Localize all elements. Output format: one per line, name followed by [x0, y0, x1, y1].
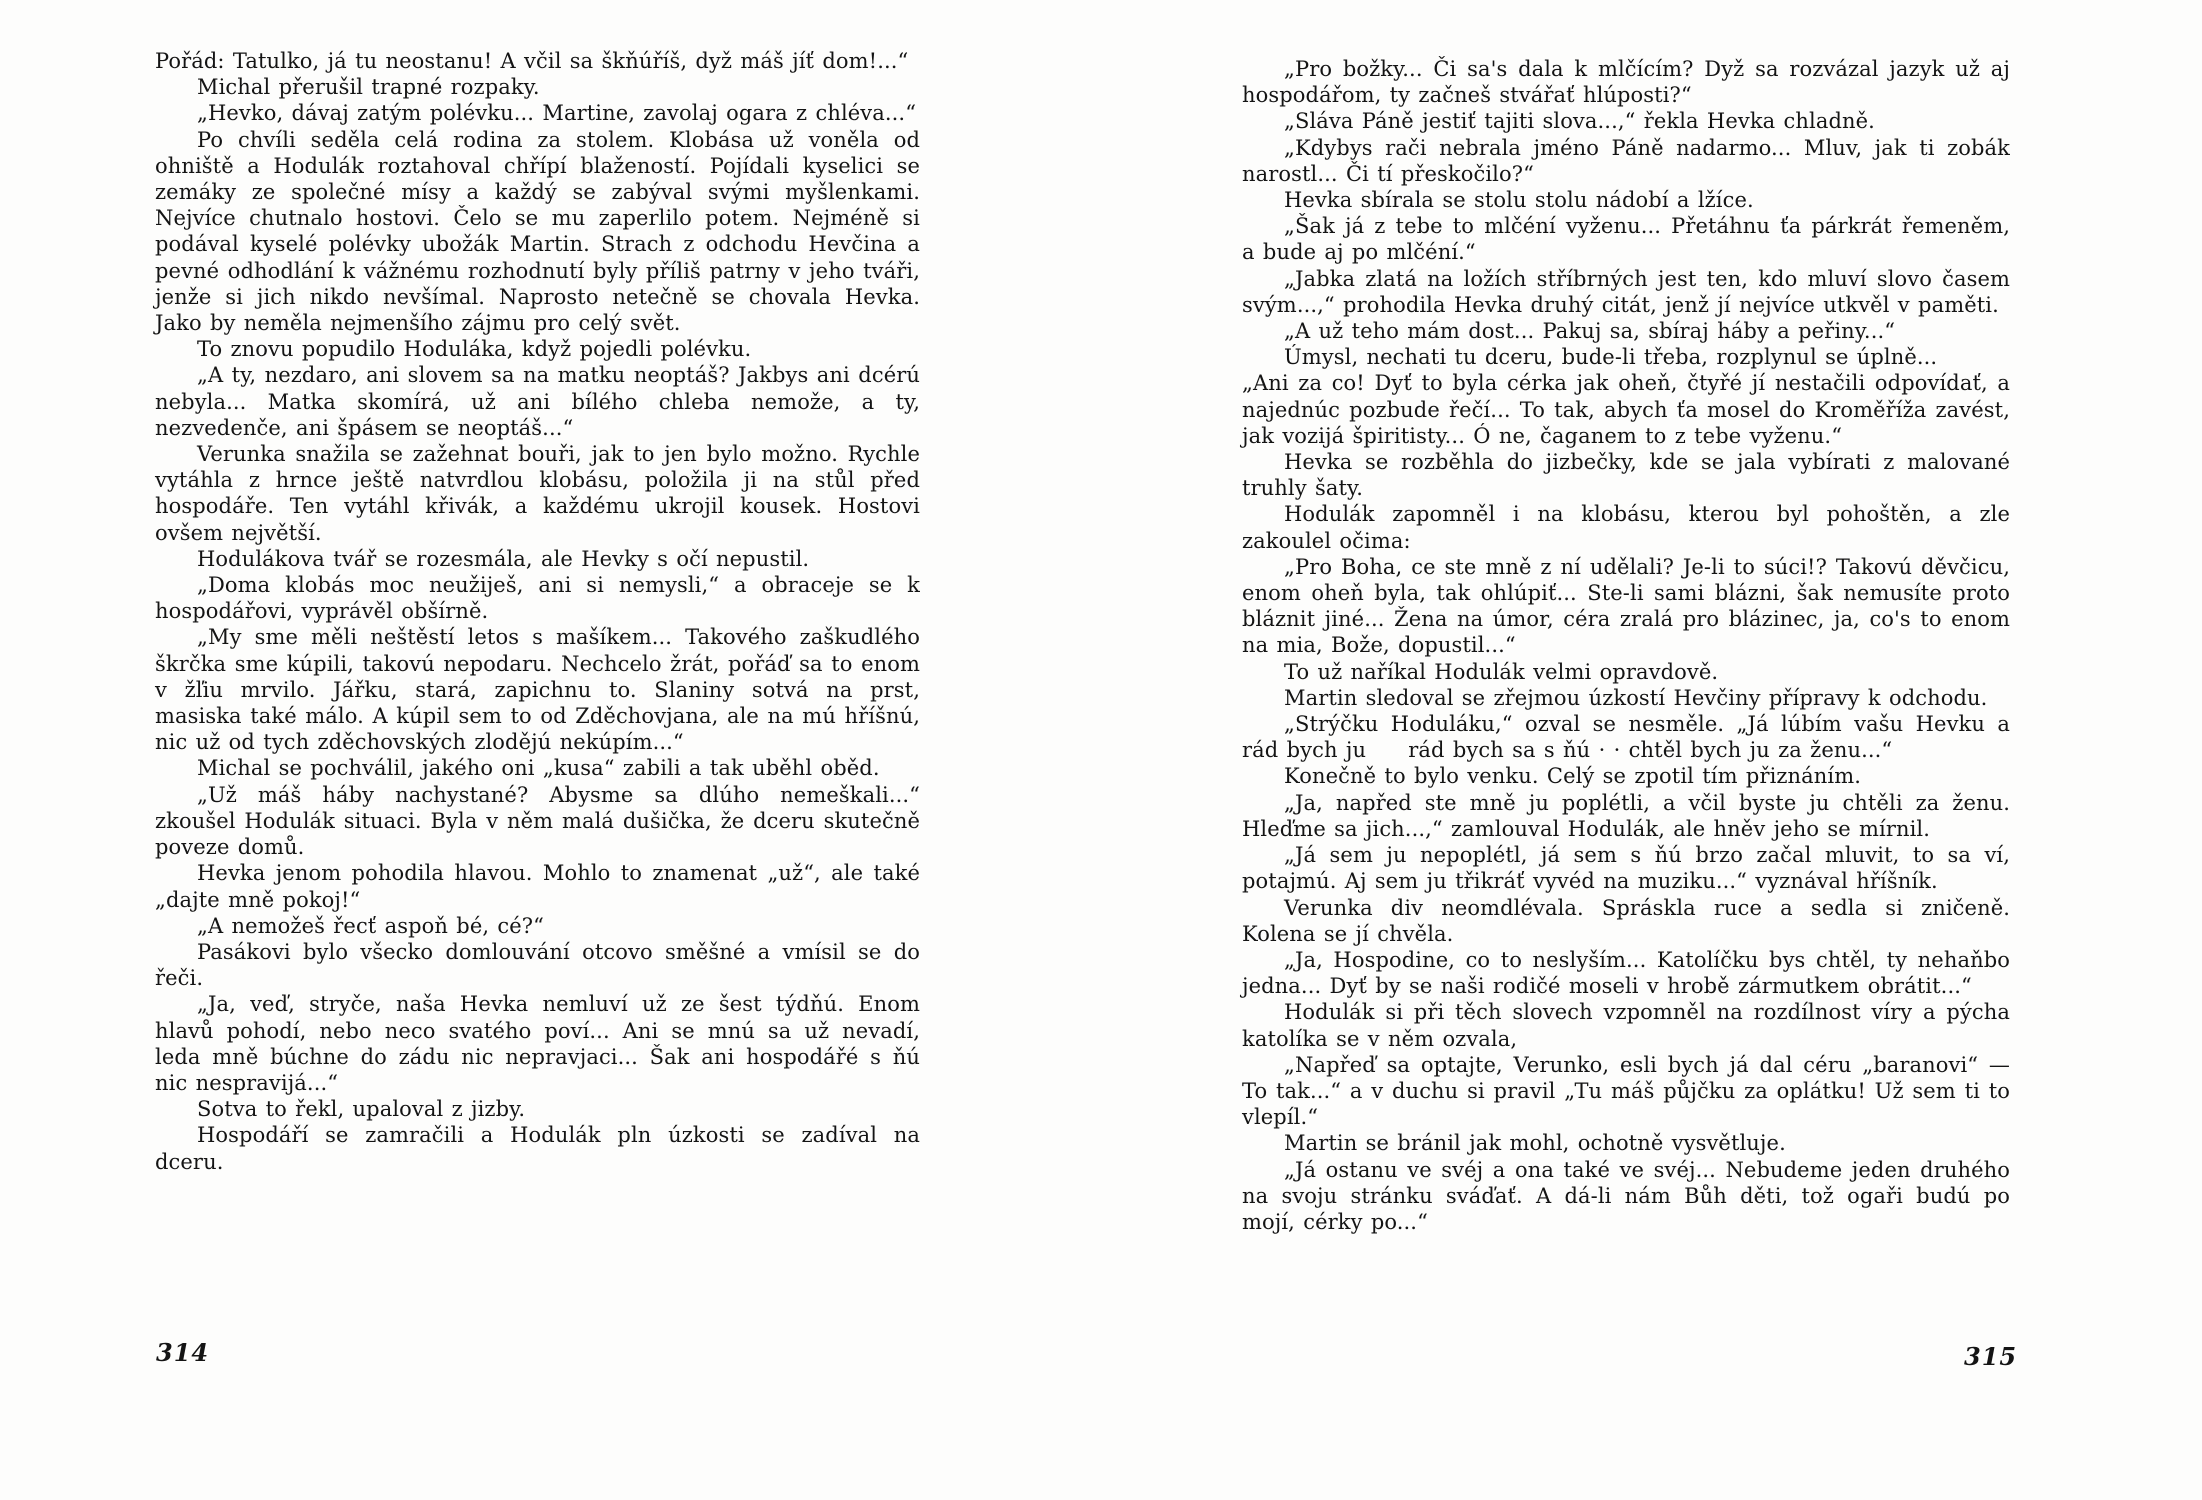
paragraph: Michal se pochválil, jakého oni „kusa“ zabili a tak uběhl oběd.: [197, 756, 880, 781]
paragraph: „Já sem ju nepoplétl, já sem s ňú brzo začal mluvit, to sa ví, potajmú. Aj sem ju třikráť vyvéd na muziku...“ vyznával hříšník.: [1242, 843, 2010, 894]
left-page-number: 314: [156, 1338, 210, 1367]
left-page-text: [155, 48, 920, 1175]
paragraph: „A nemožeš řecť aspoň bé, cé?“: [197, 913, 545, 938]
paragraph: „Strýčku Hoduláku,“ ozval se nesměle. „Já lúbím vašu Hevku a rád bych ju rád bych sa s ňú · · chtěl bych ju za ženu...“: [1242, 712, 2010, 763]
paragraph: „Ja, napřed ste mně ju poplétli, a včil byste ju chtěli za ženu. Hleďme sa jich...,“ zamlouval Hodulák, ale hněv jeho se mírnil.: [1242, 790, 2010, 841]
paragraph: „Už máš háby nachystané? Abysme sa dlúho nemeškali...“ zkoušel Hodulák situaci. Byla v něm malá dušička, že dceru skutečně poveze domů.: [155, 782, 920, 860]
right-page-number: 315: [1964, 1342, 2018, 1371]
paragraph: „Kdybys rači nebrala jméno Páně nadarmo... Mluv, jak ti zobák narostl... Či tí přeskočilo?“: [1242, 135, 2010, 186]
paragraph: Konečně to bylo venku. Celý se zpotil tím přiznáním.: [1284, 764, 1862, 789]
paragraph: Hodulákova tvář se rozesmála, ale Hevky s očí nepustil.: [197, 546, 810, 571]
paragraph: To znovu popudilo Hoduláka, když pojedli polévku.: [197, 337, 752, 362]
paragraph: Úmysl, nechati tu dceru, bude-li třeba, rozplynul se úplně...: [1284, 345, 1938, 370]
paragraph: „Šak já z tebe to mlčéní vyženu... Přetáhnu ťa párkrát řemeněm, a bude aj po mlčéní.“: [1242, 214, 2010, 265]
paragraph: „Ja, Hospodine, co to neslyším... Katolíčku bys chtěl, ty nehaňbo jedna... Dyť by se naši rodičé moseli v hrobě zármutkem obrátit...“: [1242, 947, 2010, 999]
paragraph: „Já ostanu ve svéj a ona také ve svéj... Nebudeme jeden druhého na svoju stránku sváďať. A dá-li nám Bůh děti, tož ogaři budú po mojí, cérky po...“: [1242, 1157, 2010, 1234]
paragraph: Hevka sbírala se stolu stolu nádobí a lžíce.: [1284, 188, 1754, 213]
paragraph: Verunka snažila se zažehnat bouři, jak to jen bylo možno. Rychle vytáhla z hrnce ještě natvrdlou klobásu, položila ji na stůl před hospodáře. Ten vytáhl křivák, a každému ukrojil kousek. Hostovi ovšem největší.: [155, 442, 920, 545]
paragraph: Pořád: Tatulko, já tu neostanu! A včil sa škňúříš, dyž máš jíť dom!...“: [155, 49, 909, 73]
paragraph: „A ty, nezdaro, ani slovem sa na matku neoptáš? Jakbys ani dcérú nebyla... Matka skomírá, už ani bílého chleba nemože, a ty, nezvedenče, ani špásem se neoptáš...“: [155, 363, 920, 440]
paragraph: Martin se bránil jak mohl, ochotně vysvětluje.: [1284, 1131, 1786, 1156]
paragraph: To už naříkal Hodulák velmi opravdově.: [1284, 659, 1719, 684]
paragraph: Hevka jenom pohodila hlavou. Mohlo to znamenat „už“, ale také „dajte mně pokoj!“: [155, 861, 920, 912]
paragraph: Sotva to řekl, upaloval z jizby.: [197, 1097, 526, 1122]
paragraph: Hospodáří se zamračili a Hodulák pln úzkosti se zadíval na dceru.: [155, 1123, 920, 1174]
paragraph: Michal přerušil trapné rozpaky.: [197, 75, 540, 100]
paragraph: „My sme měli neštěstí letos s mašíkem... Takového zaškudlého škrčka sme kúpili, takovú nepodaru. Nechcelo žrát, pořáď sa to enom v žľiu mrvilo. Jářku, stará, zapichnu to. Slaniny sotvá na prst, masiska také málo. A kúpil sem to od Zděchovjana, ale na mú hříšnú, nic už od tych zděchovských zlodějú nekúpím...“: [155, 625, 920, 755]
paragraph: „Hevko, dávaj zatým polévku... Martine, zavolaj ogara z chléva...“: [197, 101, 917, 126]
paragraph: „Pro Boha, ce ste mně z ní udělali? Je-li to súci!? Takovú děvčicu, enom oheň byla, tak ohlúpiť... Ste-li sami blázni, šak nemusíte proto bláznit jiné... Žena na úmor, céra zralá pro blázinec, ja, co's to enom na mia, Bože, dopustil...“: [1242, 554, 2010, 658]
paragraph: Pasákovi bylo všecko domlouvání otcovo směšné a vmísil se do řeči.: [155, 939, 920, 991]
paragraph: „Ani za co! Dyť to byla cérka jak oheň, čtyřé jí nestačili odpovídať, a najednúc pozbude řečí... To tak, abych ťa mosel do Kroměříža zavést, jak vozijá špiritisty... Ó ne, čaganem to z tebe vyženu.“: [1242, 371, 2010, 448]
paragraph: „Sláva Páně jestiť tajiti slova...,“ řekla Hevka chladně.: [1284, 109, 1875, 134]
paragraph: Verunka div neomdlévala. Spráskla ruce a sedla si zničeně. Kolena se jí chvěla.: [1242, 895, 2010, 946]
paragraph: Hodulák si při těch slovech vzpomněl na rozdílnost víry a pýcha katolíka se v něm ozvala,: [1242, 1000, 2010, 1051]
paragraph: „Ja, veď, stryče, naša Hevka nemluví už ze šest týdňú. Enom hlavů pohodí, nebo neco svatého poví... Ani se mnú sa už nevadí, leda mně búchne do zádu nic nepravjaci... Šak ani hospodářé s ňú nic nespravijá...“: [155, 992, 920, 1095]
paragraph: Hevka se rozběhla do jizbečky, kde se jala vybírati z malované truhly šaty.: [1242, 450, 2010, 501]
right-page-text: [1242, 56, 2010, 1235]
paragraph: „A už teho mám dost... Pakuj sa, sbíraj háby a peřiny...“: [1284, 319, 1896, 344]
paragraph: Martin sledoval se zřejmou úzkostí Hevčiny přípravy k odchodu.: [1284, 685, 1988, 710]
paragraph: Hodulák zapomněl i na klobásu, kterou byl pohoštěn, a zle zakoulel očima:: [1242, 502, 2010, 553]
paragraph: Po chvíli seděla celá rodina za stolem. Klobása už voněla od ohniště a Hodulák roztahoval chřípí blažeností. Pojídali kyselici se zemáky ze společné mísy a každý se zabýval svými myšlenkami. Nejvíce chutnalo hostovi. Čelo se mu zaperlilo potem. Nejméně si podával kyselé polévky ubožák Martin. Strach z odchodu Hevčina a pevné odhodlání k vážnému rozhodnutí byly příliš patrny v jeho tváři, jenže si jich nikdo nevšímal. Naprosto netečně se chovala Hevka. Jako by neměla nejmenšího zájmu pro celý svět.: [155, 127, 920, 336]
paragraph: „Jabka zlatá na ložích stříbrných jest ten, kdo mluví slovo časem svým...,“ prohodila Hevka druhý citát, jenž jí nejvíce utkvěl v paměti.: [1242, 266, 2010, 317]
paragraph: „Pro božky... Či sa's dala k mlčícím? Dyž sa rozvázal jazyk už aj hospodářom, ty začneš stvářať hlúposti?“: [1242, 57, 2010, 108]
paragraph: „Doma klobás moc neužiješ, ani si nemysli,“ a obraceje se k hospodářovi, vyprávěl obšírně.: [155, 573, 920, 624]
paragraph: „Napřeď sa optajte, Verunko, esli bych já dal céru „baranovi“ — To tak...“ a v duchu si pravil „Tu máš půjčku za oplátku! Už sem ti to vlepíl.“: [1242, 1052, 2010, 1130]
